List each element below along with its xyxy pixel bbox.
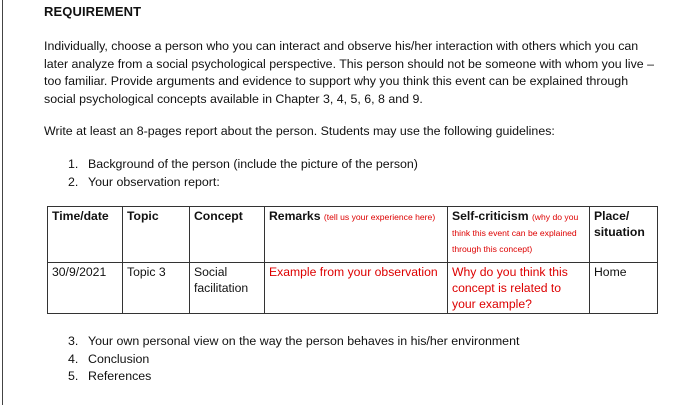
cell-time-date: 30/9/2021 <box>48 263 123 314</box>
guideline-item <box>68 368 519 386</box>
header-self-criticism <box>448 207 590 263</box>
cell-remarks: Example from your observation <box>265 263 448 314</box>
cell-concept-line2: facilitation <box>194 281 249 295</box>
guideline-item <box>68 156 418 174</box>
guideline-number: 4. <box>68 351 79 366</box>
guideline-number: 2. <box>68 174 79 189</box>
header-place-line1: Place/ <box>594 209 630 223</box>
guidelines-list <box>68 156 418 191</box>
guideline-text: Background of the person (include the picture of the person) <box>88 157 418 171</box>
guideline-text: References <box>88 369 152 383</box>
table-header-row <box>48 207 658 263</box>
header-self-criticism-note: (why do you think this event can be explained through this concept) <box>452 212 579 254</box>
guideline-number: 5. <box>68 369 79 383</box>
cell-self-criticism: Why do you think this concept is related to your example? <box>448 263 590 314</box>
left-border-line <box>2 0 3 405</box>
page-heading: REQUIREMENT <box>44 4 142 19</box>
header-topic: Topic <box>123 207 190 263</box>
cell-topic: Topic 3 <box>123 263 190 314</box>
guideline-number: 1. <box>68 157 79 171</box>
guideline-text: Your own personal view on the way the person behaves in his/her environment <box>88 334 520 348</box>
header-place <box>590 207 658 263</box>
header-remarks-label: Remarks <box>269 209 321 223</box>
table-row <box>48 263 658 314</box>
guideline-item <box>68 333 519 351</box>
header-time-date: Time/date <box>48 207 123 263</box>
guideline-item <box>68 351 519 369</box>
guideline-text: Your observation report: <box>88 174 220 189</box>
instruction-paragraph: Write at least an 8-pages report about the person. Students may use the following guidelines: <box>44 124 555 138</box>
header-remarks-note: (tell us your experience here) <box>323 212 436 222</box>
guideline-item <box>68 174 418 192</box>
guideline-number: 3. <box>68 334 79 348</box>
header-self-criticism-label: Self-criticism <box>452 209 529 223</box>
header-place-line2: situation <box>594 225 645 239</box>
guideline-text: Conclusion <box>88 351 150 366</box>
header-concept: Concept <box>190 207 265 263</box>
cell-place: Home <box>590 263 658 314</box>
cell-concept-line1: Social <box>194 265 228 279</box>
header-remarks <box>265 207 448 263</box>
cell-concept <box>190 263 265 314</box>
intro-paragraph: Individually, choose a person who you can interact and observe his/her interaction with others which you can later analyze from a social psychological perspective. This person should not be someone with whom you live – too familiar. Provide arguments and evidence to support why you think this event can be explained through social psychological concepts available in Chapter 3, 4, 5, 6, 8 and 9. <box>44 39 654 106</box>
observation-table <box>47 206 658 314</box>
guidelines-list-continued <box>68 333 519 386</box>
